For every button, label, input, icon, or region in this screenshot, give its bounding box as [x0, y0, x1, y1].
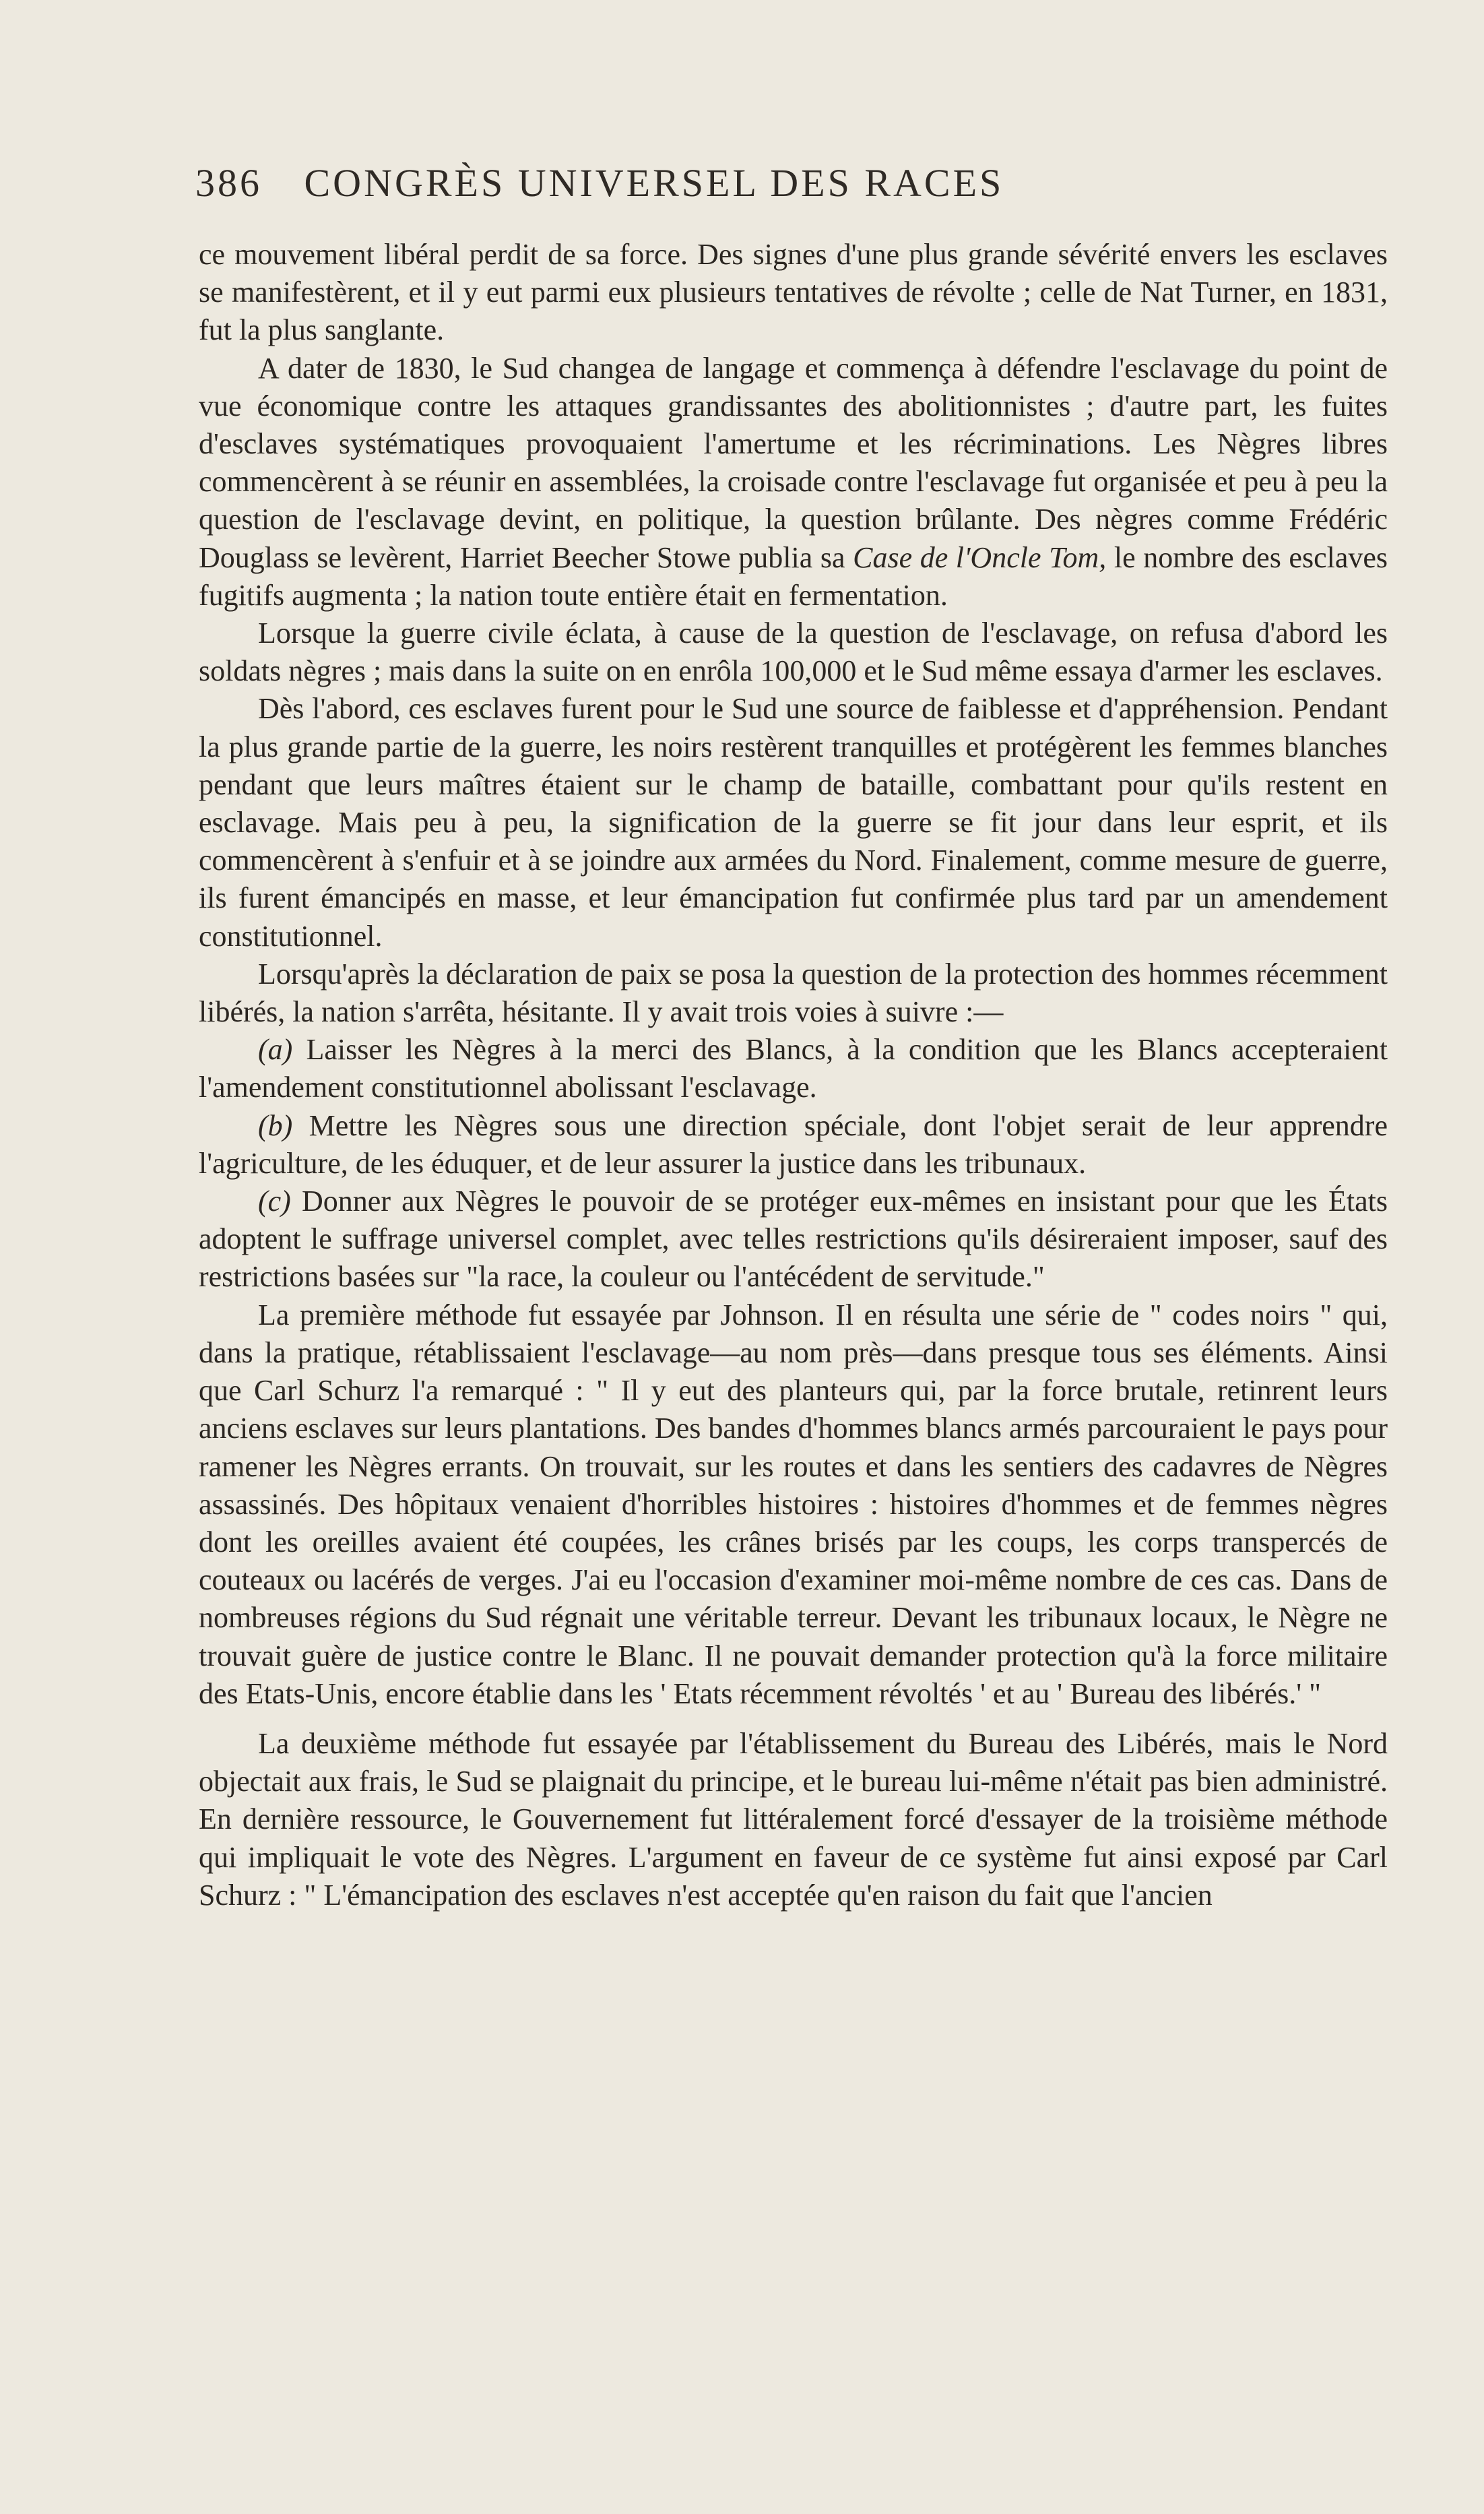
list-item-a: [199, 1031, 1388, 1106]
list-label-c: (c): [258, 1185, 291, 1218]
book-title-italic: Case de l'Oncle Tom,: [853, 540, 1107, 574]
paragraph-1: [199, 236, 1388, 350]
list-item-c: [199, 1183, 1388, 1296]
page-header: [195, 160, 1192, 206]
body-text: [199, 236, 1388, 1914]
paragraph-4-text: Dès l'abord, ces esclaves furent pour le Sud une source de faiblesse et d'appréhension. Pendant la plus grande partie de la guerre, les noirs restèrent tranquilles et protégèrent les femmes blanches pendant que leurs maîtres étaient sur le champ de bataille, combattant pour qu'ils restent en esclavage. Mais peu à peu, la signification de la guerre se fit jour dans leur esprit, et ils commencèrent à s'enfuir et à se joindre aux armées du Nord. Finalement, comme mesure de guerre, ils furent émancipés en masse, et leur émancipation fut confirmée plus tard par un amendement constitutionnel.: [199, 692, 1388, 953]
list-item-a-text: Laisser les Nègres à la merci des Blancs, à la condition que les Blancs accepteraient l'amendement constitutionnel abolissant l'esclavage.: [199, 1033, 1388, 1104]
running-title: CONGRÈS UNIVERSEL DES RACES: [304, 161, 1004, 205]
paragraph-5: [199, 955, 1388, 1031]
list-item-b: [199, 1107, 1388, 1183]
page-number: 386: [195, 161, 262, 205]
paragraph-9: [199, 1296, 1388, 1713]
paragraph-3: [199, 615, 1388, 690]
paragraph-1-text: ce mouvement libéral perdit de sa force. Des signes d'une plus grande sévérité envers les esclaves se manifestèrent, et il y eut parmi eux plusieurs tentatives de révolte ; celle de Nat Turner, en 1831, fut la plus sanglante.: [199, 238, 1388, 347]
paragraph-9-text: La première méthode fut essayée par Johnson. Il en résulta une série de " codes noirs " qui, dans la pratique, rétablissaient l'esclavage—au nom près—dans presque tous ses éléments. Ainsi que Carl Schurz l'a remarqué : " Il y eut des planteurs qui, par la force brutale, retinrent leurs anciens esclaves sur leurs plantations. Des bandes d'hommes blancs armés parcouraient le pays pour ramener les Nègres errants. On trouvait, sur les routes et dans les sentiers des cadavres de Nègres assassinés. Des hôpitaux venaient d'horribles histoires : histoires d'hommes et de femmes nègres dont les oreilles avaient été coupées, les crânes brisés par les coups, les corps transpercés de couteaux ou lacérés de verges. J'ai eu l'occasion d'examiner moi-même nombre de ces cas. Dans de nombreuses régions du Sud régnait une véritable terreur. Devant les tribunaux locaux, le Nègre ne trouvait guère de justice contre le Blanc. Il ne pouvait demander protection qu'à la force militaire des Etats-Unis, encore établie dans les ' Etats récemment révoltés ' et au ' Bureau des libérés.' ": [199, 1298, 1388, 1710]
paragraph-5-text: Lorsqu'après la déclaration de paix se posa la question de la protection des hommes récemment libérés, la nation s'arrêta, hésitante. Il y avait trois voies à suivre :—: [199, 957, 1388, 1029]
list-label-a: (a): [258, 1033, 293, 1067]
paragraph-10: [199, 1725, 1388, 1914]
list-label-b: (b): [258, 1108, 293, 1142]
paragraph-2: [199, 350, 1388, 615]
paragraph-2-text-a: A dater de 1830, le Sud changea de langage et commença à défendre l'esclavage du point de vue économique contre les attaques grandissantes des abolitionnistes ; d'autre part, les fuites d'esclaves systématiques provoquaient l'amertume et les récriminations. Les Nègres libres commencèrent à se réunir en assemblées, la croisade contre l'esclavage fut organisée et peu à peu la question de l'esclavage devint, en politique, la question brûlante. Des nègres comme Frédéric Douglass se levèrent, Harriet Beecher Stowe publia sa: [199, 351, 1388, 574]
list-item-b-text: Mettre les Nègres sous une direction spéciale, dont l'objet serait de leur apprendre l'agriculture, de les éduquer, et de leur assurer la justice dans les tribunaux.: [199, 1108, 1388, 1180]
paragraph-3-text: Lorsque la guerre civile éclata, à cause de la question de l'esclavage, on refusa d'abord les soldats nègres ; mais dans la suite on en enrôla 100,000 et le Sud même essaya d'armer les esclaves.: [199, 617, 1388, 688]
list-item-c-text: Donner aux Nègres le pouvoir de se protéger eux-mêmes en insistant pour que les États adoptent le suffrage universel complet, avec telles restrictions qu'ils désireraient imposer, sauf des restrictions basées sur "la race, la couleur ou l'antécédent de servitude.": [199, 1185, 1388, 1294]
paragraph-2-text-b: le nombre des esclaves fugitifs augmenta ; la nation toute entière était en fermentation.: [199, 540, 1388, 612]
paragraph-10-text: La deuxième méthode fut essayée par l'établissement du Bureau des Libérés, mais le Nord objectait aux frais, le Sud se plaignait du principe, et le bureau lui-même n'était pas bien administré. En dernière ressource, le Gouvernement fut littéralement forcé d'essayer de la troisième méthode qui impliquait le vote des Nègres. L'argument en faveur de ce système fut ainsi exposé par Carl Schurz : " L'émancipation des esclaves n'est acceptée qu'en raison du fait que l'ancien: [199, 1726, 1388, 1912]
paragraph-4: [199, 690, 1388, 955]
